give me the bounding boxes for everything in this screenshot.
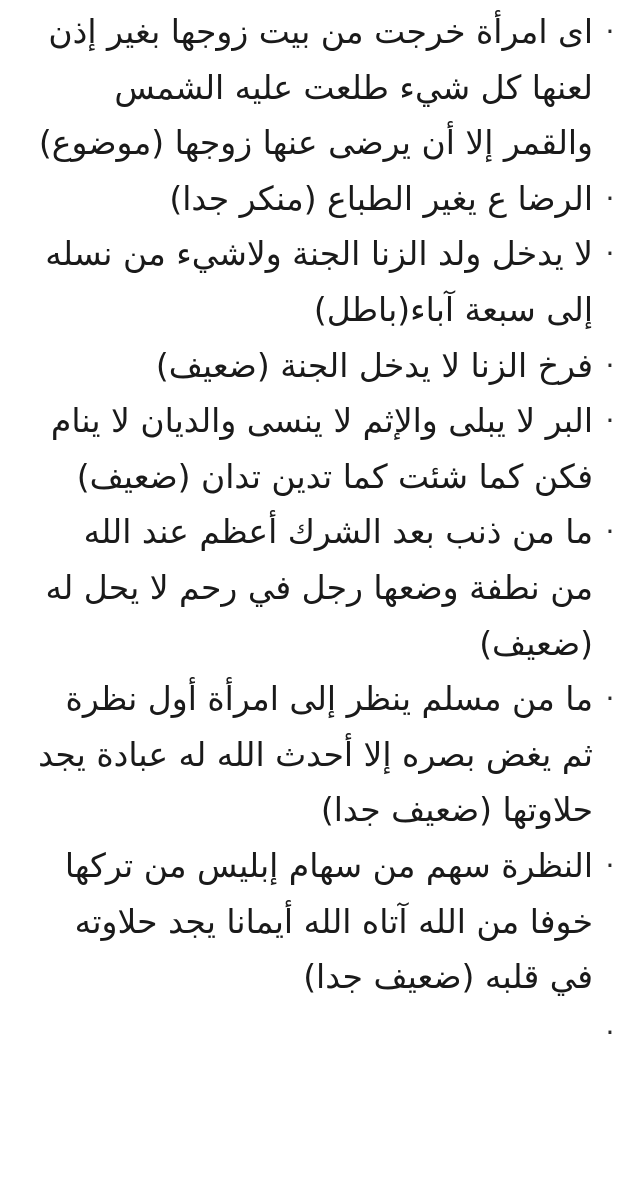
bullet-icon: ·: [605, 682, 615, 716]
list-item: [34, 393, 615, 504]
list-item-partial: [34, 1005, 615, 1049]
list-item-text: ما من مسلم ينظر إلى امرأة أول نظرة ثم يغض بصره إلا أحدث الله له عبادة يجد حلاوتها (ضعيف جدا): [38, 679, 593, 830]
bullet-icon: ·: [605, 15, 615, 48]
list-item-text: لا يدخل ولد الزنا الجنة ولاشيء من نسله إلى سبعة آباء(باطل): [45, 234, 593, 329]
list-item-text: ما من ذنب بعد الشرك أعظم عند الله من نطفة وضعها رجل في رحم لا يحل له (ضعيف): [45, 512, 593, 663]
list-item: [34, 171, 615, 227]
bullet-icon: ·: [605, 404, 615, 438]
hadith-list: [34, 4, 615, 1049]
list-item-text: اى امرأة خرجت من بيت زوجها بغير إذن لعنها كل شيء طلعت عليه الشمس والقمر إلا أن يرضى عنها زوجها (موضوع): [38, 12, 593, 163]
bullet-icon: ·: [605, 515, 615, 549]
list-item-text: النظرة سهم من سهام إبليس من تركها خوفا من الله آتاه الله أيمانا يجد حلاوته في قلبه (ضعيف جدا): [64, 845, 593, 997]
list-item-text: فرخ الزنا لا يدخل الجنة (ضعيف): [155, 345, 593, 385]
bullet-icon: ·: [605, 848, 615, 882]
list-item: [34, 838, 615, 1005]
bullet-icon: ·: [605, 348, 615, 382]
list-item-text: البر لا يبلى والإثم لا ينسى والديان لا ينام فكن كما شئت كما تدين تدان (ضعيف): [50, 401, 593, 496]
bullet-icon: ·: [605, 1015, 615, 1049]
list-item-text: الرضا ع يغير الطباع (منكر جدا): [169, 178, 593, 218]
list-item: [34, 226, 615, 337]
list-item: [34, 338, 615, 394]
bullet-icon: ·: [605, 237, 615, 271]
list-item: [34, 671, 615, 838]
bullet-icon: ·: [605, 181, 615, 215]
list-item: [34, 504, 615, 671]
list-item: [34, 4, 615, 171]
